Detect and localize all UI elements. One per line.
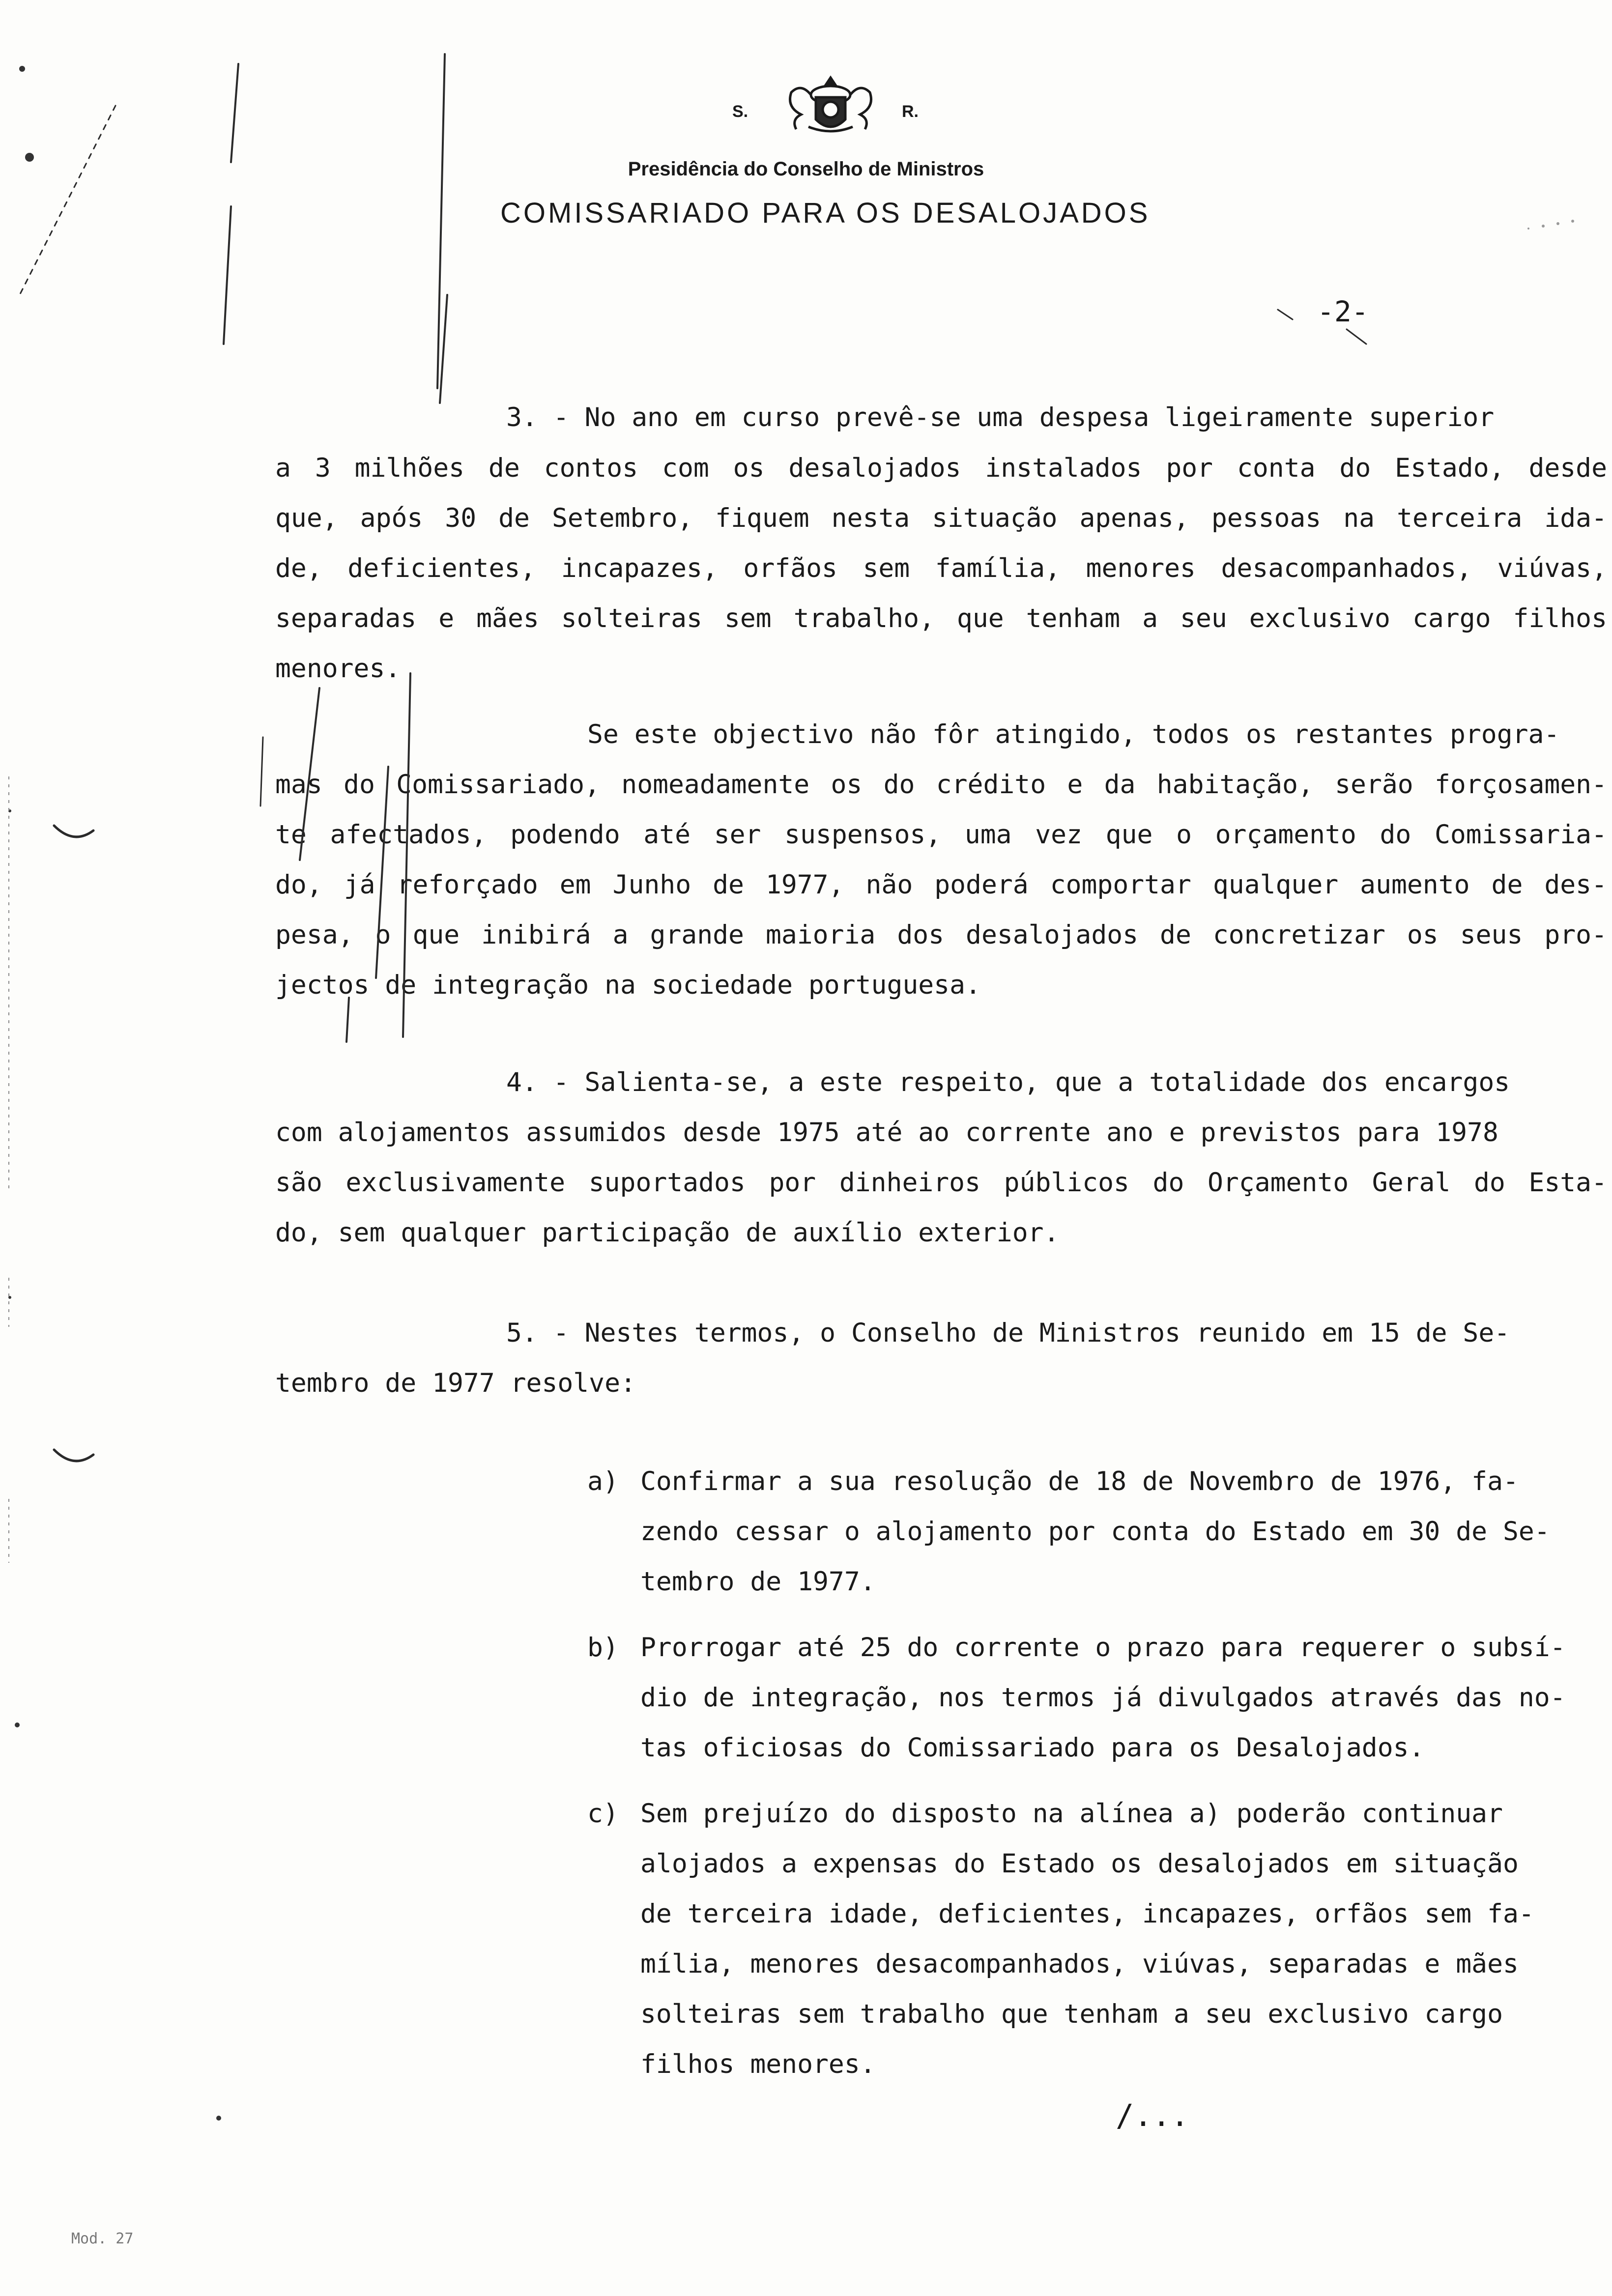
text-line: zendo cessar o alojamento por conta do Estado em 30 de Se- [640, 1517, 1550, 1547]
letterhead-s: S. [732, 102, 748, 121]
text-line: tembro de 1977 resolve: [275, 1368, 636, 1398]
pen-stroke [224, 206, 231, 344]
text-line: menores. [275, 654, 401, 684]
presidencia-heading: Presidência do Conselho de Ministros [628, 158, 984, 180]
text-line: alojados a expensas do Estado os desalojados em situação [640, 1849, 1519, 1879]
text-line: do, sem qualquer participação de auxílio exterior. [275, 1218, 1060, 1248]
text-line: Confirmar a sua resolução de 18 de Novembro de 1976, fa- [640, 1466, 1519, 1496]
pen-stroke [346, 998, 349, 1042]
pen-stroke [376, 767, 388, 978]
text-line: de terceira idade, deficientes, incapazes, orfãos sem fa- [640, 1899, 1534, 1929]
text-line: tembro de 1977. [640, 1567, 876, 1597]
text-line: Sem prejuízo do disposto na alínea a) poderão continuar [640, 1799, 1503, 1829]
text-line: do, já reforçado em Junho de 1977, não poderá comportar qualquer aumento de des- [275, 870, 1607, 900]
text-line: dio de integração, nos termos já divulgados através das no- [640, 1683, 1566, 1713]
continuation-mark: /... [1116, 2097, 1189, 2133]
form-code: Mod. 27 [71, 2230, 134, 2247]
text-line: de, deficientes, incapazes, orfãos sem família, menores desacompanhados, viúvas, [275, 553, 1607, 583]
text-line: 3. - No ano em curso prevê-se uma despesa ligeiramente superior [506, 402, 1495, 432]
text-line: solteiras sem trabalho que tenham a seu exclusivo cargo [640, 1999, 1503, 2029]
text-line: jectos de integração na sociedade portuguesa. [275, 970, 981, 1000]
comissariado-heading: COMISSARIADO PARA OS DESALOJADOS [500, 197, 1151, 229]
text-line: Se este objectivo não fôr atingido, todos os restantes progra- [587, 719, 1560, 749]
text-line: filhos menores. [640, 2049, 876, 2079]
text-line: pesa, o que inibirá a grande maioria dos desalojados de concretizar os seus pro- [275, 920, 1607, 950]
pen-stroke [1347, 329, 1366, 344]
item-label-b: b) [587, 1633, 619, 1663]
page-number: -2- [1317, 295, 1369, 328]
punch-hole-shadow [54, 826, 93, 837]
punch-hole-shadow [54, 1450, 93, 1461]
text-line: 4. - Salienta-se, a este respeito, que a totalidade dos encargos [506, 1067, 1510, 1097]
letterhead-r: R. [902, 102, 919, 121]
text-line: mas do Comissariado, nomeadamente os do crédito e da habitação, serão forçosamen- [275, 770, 1607, 800]
text-line: com alojamentos assumidos desde 1975 até ao corrente ano e previstos para 1978 [275, 1118, 1498, 1148]
pen-stroke [231, 64, 238, 162]
pen-stroke [440, 295, 447, 403]
text-line: separadas e mães solteiras sem trabalho, que tenham a seu exclusivo cargo filhos [275, 603, 1607, 633]
text-line: que, após 30 de Setembro, fiquem nesta situação apenas, pessoas na terceira ida- [275, 503, 1607, 533]
text-line: 5. - Nestes termos, o Conselho de Ministros reunido em 15 de Se- [506, 1318, 1510, 1348]
item-label-c: c) [587, 1799, 619, 1829]
pen-stroke [300, 688, 319, 860]
text-line: são exclusivamente suportados por dinheiros públicos do Orçamento Geral do Esta- [275, 1168, 1607, 1198]
text-line: tas oficiosas do Comissariado para os Desalojados. [640, 1733, 1425, 1763]
pen-stroke [403, 673, 410, 1037]
text-line: te afectados, podendo até ser suspensos, uma vez que o orçamento do Comissaria- [275, 820, 1607, 850]
pen-stroke [20, 106, 115, 295]
text-line: mília, menores desacompanhados, viúvas, separadas e mães [640, 1949, 1519, 1979]
text-line: a 3 milhões de contos com os desalojados instalados por conta do Estado, desde [275, 453, 1607, 483]
text-line: Prorrogar até 25 do corrente o prazo para requerer o subsí- [640, 1633, 1566, 1663]
pen-stroke [1278, 310, 1293, 319]
pen-stroke [260, 737, 263, 806]
item-label-a: a) [587, 1466, 619, 1496]
